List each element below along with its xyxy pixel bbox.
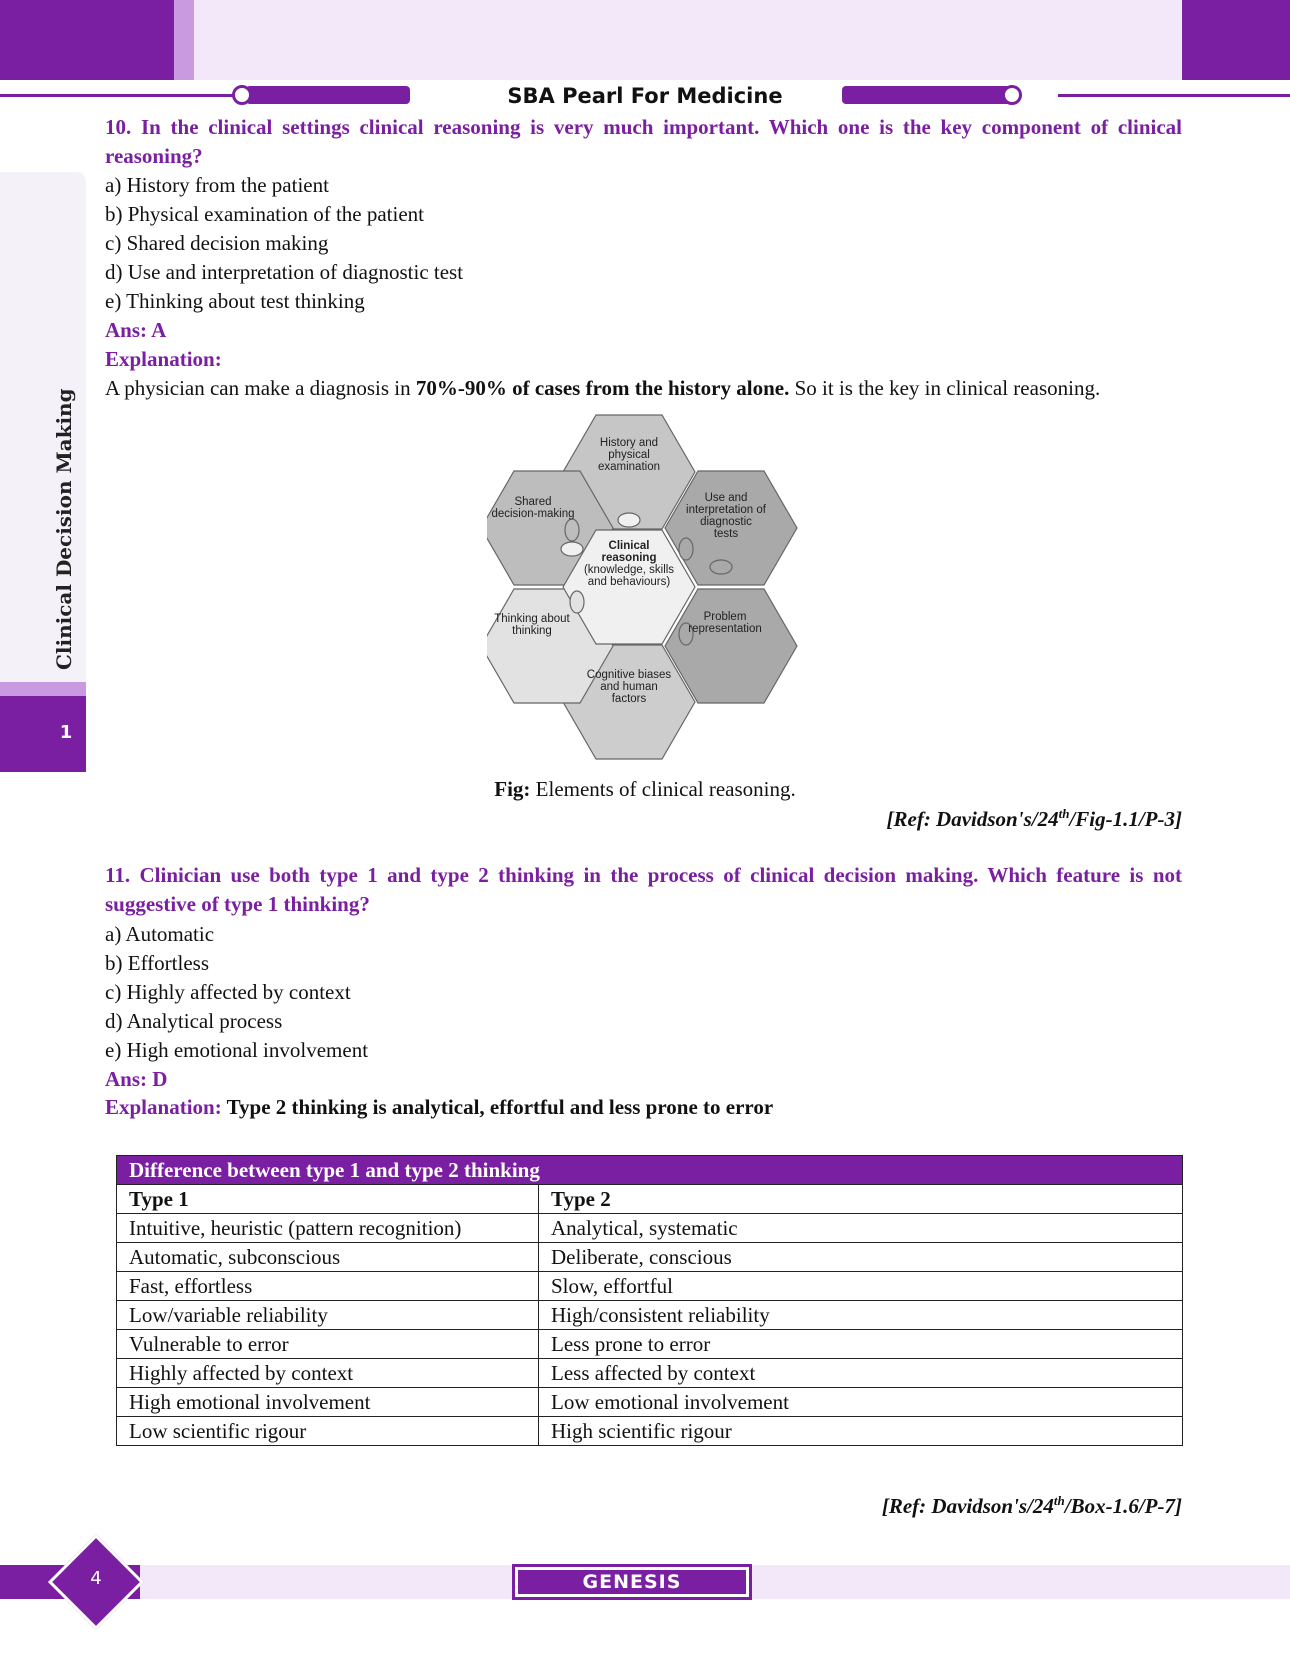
q10-option-b: b) Physical examination of the patient [105,202,424,226]
top-line-2: physical [608,449,650,461]
question-10: 10. In the clinical settings clinical reasoning is very much important. Which one is the key component of clinical reasoning? [105,115,1182,168]
q10-explanation-bold: 70%-90% of cases from the history alone. [415,376,790,400]
header-dot-right [1002,85,1022,105]
table-row [117,1214,1183,1243]
figure-caption-text: Elements of clinical reasoning. [530,777,796,801]
header-rule-right [1058,94,1290,97]
q10-explanation-pre: A physician can make a diagnosis in [105,376,416,400]
table-cell: Less affected by context [539,1359,1183,1388]
q11-explanation-text: Type 2 thinking is analytical, effortful and less prone to error [221,1095,774,1119]
header-rule-left [0,94,250,97]
q10-option-a: a) History from the patient [105,173,329,197]
q11-answer: Ans: D [105,1067,168,1091]
table-row [117,1388,1183,1417]
bottom-line-1: Cognitive biases [586,669,672,681]
svg-text:and behaviours) [588,576,671,588]
header-pill-left [246,86,410,104]
top-right-line-4: tests [713,528,739,540]
q11-option-a: a) Automatic [105,922,215,946]
q10-option-d: d) Use and interpretation of diagnostic test [105,260,464,284]
top-line-1: History and [599,437,659,449]
table-cell: Automatic, subconscious [117,1243,539,1272]
figure-ref-sup: th [1058,806,1070,821]
table-title-row [117,1156,1183,1185]
table-cell: High emotional involvement [117,1388,539,1417]
q10-option-c: c) Shared decision making [105,231,329,255]
chapter-number: 1 [59,722,73,743]
page-title: SBA Pearl For Medicine [507,84,783,108]
page-number: 4 [90,1568,102,1589]
table-cell: Intuitive, heuristic (pattern recognition) [117,1214,539,1243]
figure-ref-pre: [Ref: Davidson's/24 [886,807,1059,831]
top-left-line-2: decision-making [491,508,575,520]
header-accent-left [0,0,174,80]
q10-answer: Ans: A [105,318,167,342]
q11-explanation-label: Explanation: [105,1095,222,1119]
q10-explanation [105,374,1100,403]
q11-option-b: b) Effortless [105,951,210,975]
center-line-1: Clinical [608,540,650,552]
publisher-logo [512,1564,752,1600]
table-row [117,1417,1183,1446]
table-cell: High/consistent reliability [539,1301,1183,1330]
table-cell: Analytical, systematic [539,1214,1183,1243]
table-cell: Slow, effortful [539,1272,1183,1301]
type1-type2-comparison-table [116,1155,1183,1446]
table-row [117,1359,1183,1388]
q10-option-e: e) Thinking about test thinking [105,289,365,313]
top-right-line-1: Use and [704,492,748,504]
table-cell: Deliberate, conscious [539,1243,1183,1272]
bottom-right-line-1: Problem [703,611,747,623]
table-title: Difference between type 1 and type 2 thinking [117,1156,1183,1185]
puzzle-knob [710,560,732,574]
header-dot-left [232,85,252,105]
table-cell: Low scientific rigour [117,1417,539,1446]
table-row [117,1272,1183,1301]
bottom-line-3: factors [611,693,647,705]
puzzle-knob [618,513,640,527]
table-row [117,1330,1183,1359]
chapter-title: Clinical Decision Making [52,388,76,670]
top-line-3: examination [597,461,661,473]
table-row [117,1301,1183,1330]
table-cell: High scientific rigour [539,1417,1183,1446]
table-cell: Low emotional involvement [539,1388,1183,1417]
svg-text:(knowledge, skills [584,564,674,576]
header-accent-left-light [174,0,194,80]
center-line-2: reasoning [601,552,657,564]
q11-option-e: e) High emotional involvement [105,1038,369,1062]
column-header-type1: Type 1 [117,1185,539,1214]
table-ref-post: /Box-1.6/P-7] [1064,1494,1182,1518]
figure-ref-post: /Fig-1.1/P-3] [1069,807,1182,831]
puzzle-knob [561,542,583,556]
table-cell: Vulnerable to error [117,1330,539,1359]
figure-reference [887,806,1183,832]
figure-caption [0,777,1290,802]
q11-option-d: d) Analytical process [105,1009,283,1033]
q11-option-c: c) Highly affected by context [105,980,351,1004]
header-pill-right [842,86,1012,104]
table-cell: Less prone to error [539,1330,1183,1359]
svg-text:Clinical [609,540,650,552]
bottom-left-line-2: thinking [512,625,552,637]
question-11: 11. Clinician use both type 1 and type 2 thinking in the process of clinical decision making. Which feature is not suggestive of type 1 thinking? [105,863,1182,916]
publisher-logo-text: GENESIS [518,1570,746,1594]
top-right-line-3: diagnostic [700,516,752,528]
puzzle-knob [570,591,584,613]
top-left-line-1: Shared [514,496,552,508]
center-line-4: and behaviours) [587,576,671,588]
bottom-line-2: and human [600,681,658,693]
puzzle-knob [565,519,579,541]
q10-explanation-label: Explanation: [105,347,222,371]
table-cell: Highly affected by context [117,1359,539,1388]
chapter-tab-accent [0,682,86,696]
puzzle-knob [679,538,693,560]
figure-caption-label: Fig: [494,777,531,801]
table-cell: Low/variable reliability [117,1301,539,1330]
table-reference [882,1493,1182,1519]
q11-explanation [105,1093,773,1122]
q10-explanation-post: So it is the key in clinical reasoning. [789,376,1101,400]
bottom-left-line-1: Thinking about [494,613,570,625]
clinical-reasoning-hexagon-diagram [487,412,837,768]
top-right-line-2: interpretation of [686,504,766,516]
svg-text:reasoning [602,552,657,564]
bottom-right-line-2: representation [688,623,762,635]
table-cell: Fast, effortless [117,1272,539,1301]
table-ref-sup: th [1053,1493,1065,1508]
table-header-row [117,1185,1183,1214]
table-row [117,1243,1183,1272]
column-header-type2: Type 2 [539,1185,1183,1214]
table-ref-pre: [Ref: Davidson's/24 [881,1494,1054,1518]
header-accent-right [1182,0,1290,80]
center-line-3: (knowledge, skills [583,564,675,576]
